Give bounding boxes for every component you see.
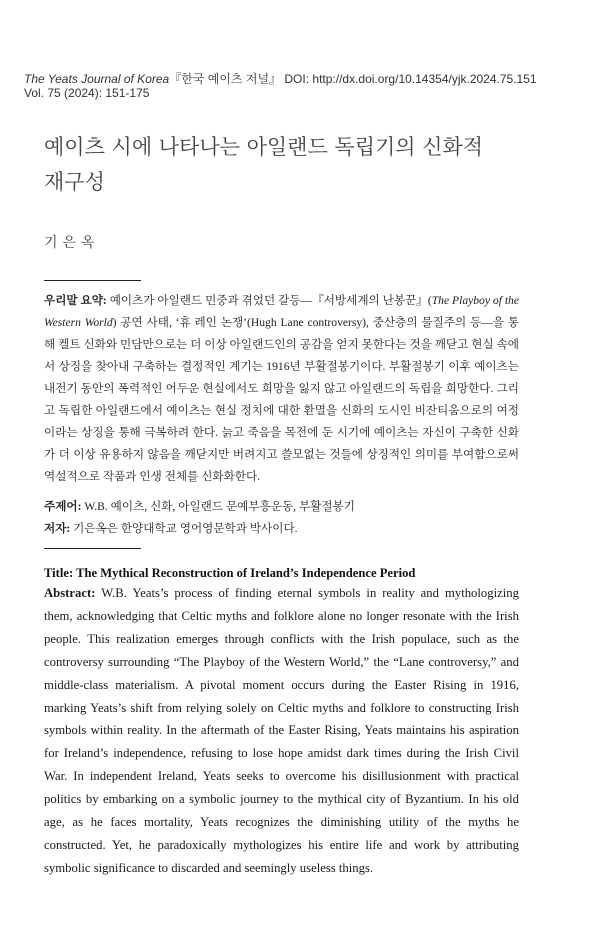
korean-abstract-text-1: 예이츠가 아일랜드 민중과 겪었던 갈등—『서방세계의 난봉꾼』( <box>106 294 432 307</box>
doi-link[interactable]: DOI: http://dx.doi.org/10.14354/yjk.2024.75.151 <box>284 72 537 86</box>
journal-citation-line <box>24 72 584 86</box>
english-abstract-text: W.B. Yeats’s process of finding eternal symbols in reality and mythologizing them, acknowledging that Celtic myths and folklore alone no longer resonate with the Irish people. This realization emerges through conflicts with the Irish populace, such as the controversy surrounding “The Playboy of the Western World,” the “Lane controversy,” and middle-class materialism. A pivotal moment occurs during the Easter Rising in 1916, marking Yeats’s shift from relying solely on Celtic myths and folklore to constructing Irish symbols within reality. In the aftermath of the Easter Rising, Yeats maintains his aspiration for Ireland’s independence, refusing to lose hope amidst dark times during the Irish Civil War. In independent Ireland, Yeats seeks to overcome his disillusionment with practical politics by embarking on a symbolic journey to the mythical city of Byzantium. In his old age, as he faces mortality, Yeats recognizes the diminishing utility of the myths he constructed. Yet, he paradoxically mythologizes his entire life and work by attributing symbolic significance to discarded and seemingly useless things. <box>44 586 519 875</box>
article-title <box>44 130 564 200</box>
journal-header <box>24 72 584 100</box>
english-abstract <box>44 582 519 880</box>
title-line-1: 예이츠 시에 나타나는 아일랜드 독립기의 신화적 <box>44 135 484 159</box>
author-note <box>44 518 524 540</box>
journal-name: The Yeats Journal of Korea <box>24 72 170 86</box>
section-divider-top <box>44 280 141 281</box>
author-note-text: 기은옥은 한양대학교 영어영문학과 박사이다. <box>70 522 298 535</box>
volume-line: Vol. 75 (2024): 151-175 <box>24 86 150 100</box>
english-abstract-label: Abstract: <box>44 586 96 600</box>
korean-abstract <box>44 290 519 488</box>
title-line-2: 재구성 <box>44 170 105 194</box>
korean-abstract-text-2: ) 공연 사태, ‘휴 레인 논쟁’(Hugh Lane controversy), 중산층의 물질주의 등—을 통해 켈트 신화와 민담만으로는 더 이상 아일랜드인의 공감을 얻지 못한다는 것을 깨닫고 현실 속에서 상징을 찾아내 구축하는 결정적인 계기는 1916년 부활절봉기이다. 부활절봉기 이후 예이츠는 내전기 동안의 폭력적인 어두운 현실에서도 희망을 잃지 않고 아일랜드의 독립을 희망한다. 그리고 독립한 아일랜드에서 예이츠는 현실 정치에 대한 환멸을 신화의 도시인 비잔티움으로의 여정이라는 상징을 통해 극복하려 한다. 늙고 죽음을 목전에 둔 시기에 예이츠는 자신이 구축한 신화가 더 이상 유용하지 않음을 깨닫지만 버려지고 쓸모없는 것들에 상징적인 의미를 부여함으로써 역설적으로 작품과 인생 전체를 신화화한다. <box>44 316 519 483</box>
keywords <box>44 496 524 518</box>
author-note-label: 저자: <box>44 522 71 535</box>
keywords-text: W.B. 예이츠, 신화, 아일랜드 문예부흥운동, 부활절봉기 <box>81 500 355 513</box>
english-title: Title: The Mythical Reconstruction of Ireland’s Independence Period <box>44 566 416 580</box>
korean-abstract-label: 우리말 요약: <box>44 294 107 307</box>
keywords-label: 주제어: <box>44 500 82 513</box>
author-name: 기은옥 <box>44 235 100 251</box>
korean-abstract-play-title: The Playboy of the Western World <box>44 294 520 329</box>
journal-korean-name: 『한국 예이츠 저널』 <box>169 72 282 86</box>
section-divider-bottom <box>44 548 141 549</box>
